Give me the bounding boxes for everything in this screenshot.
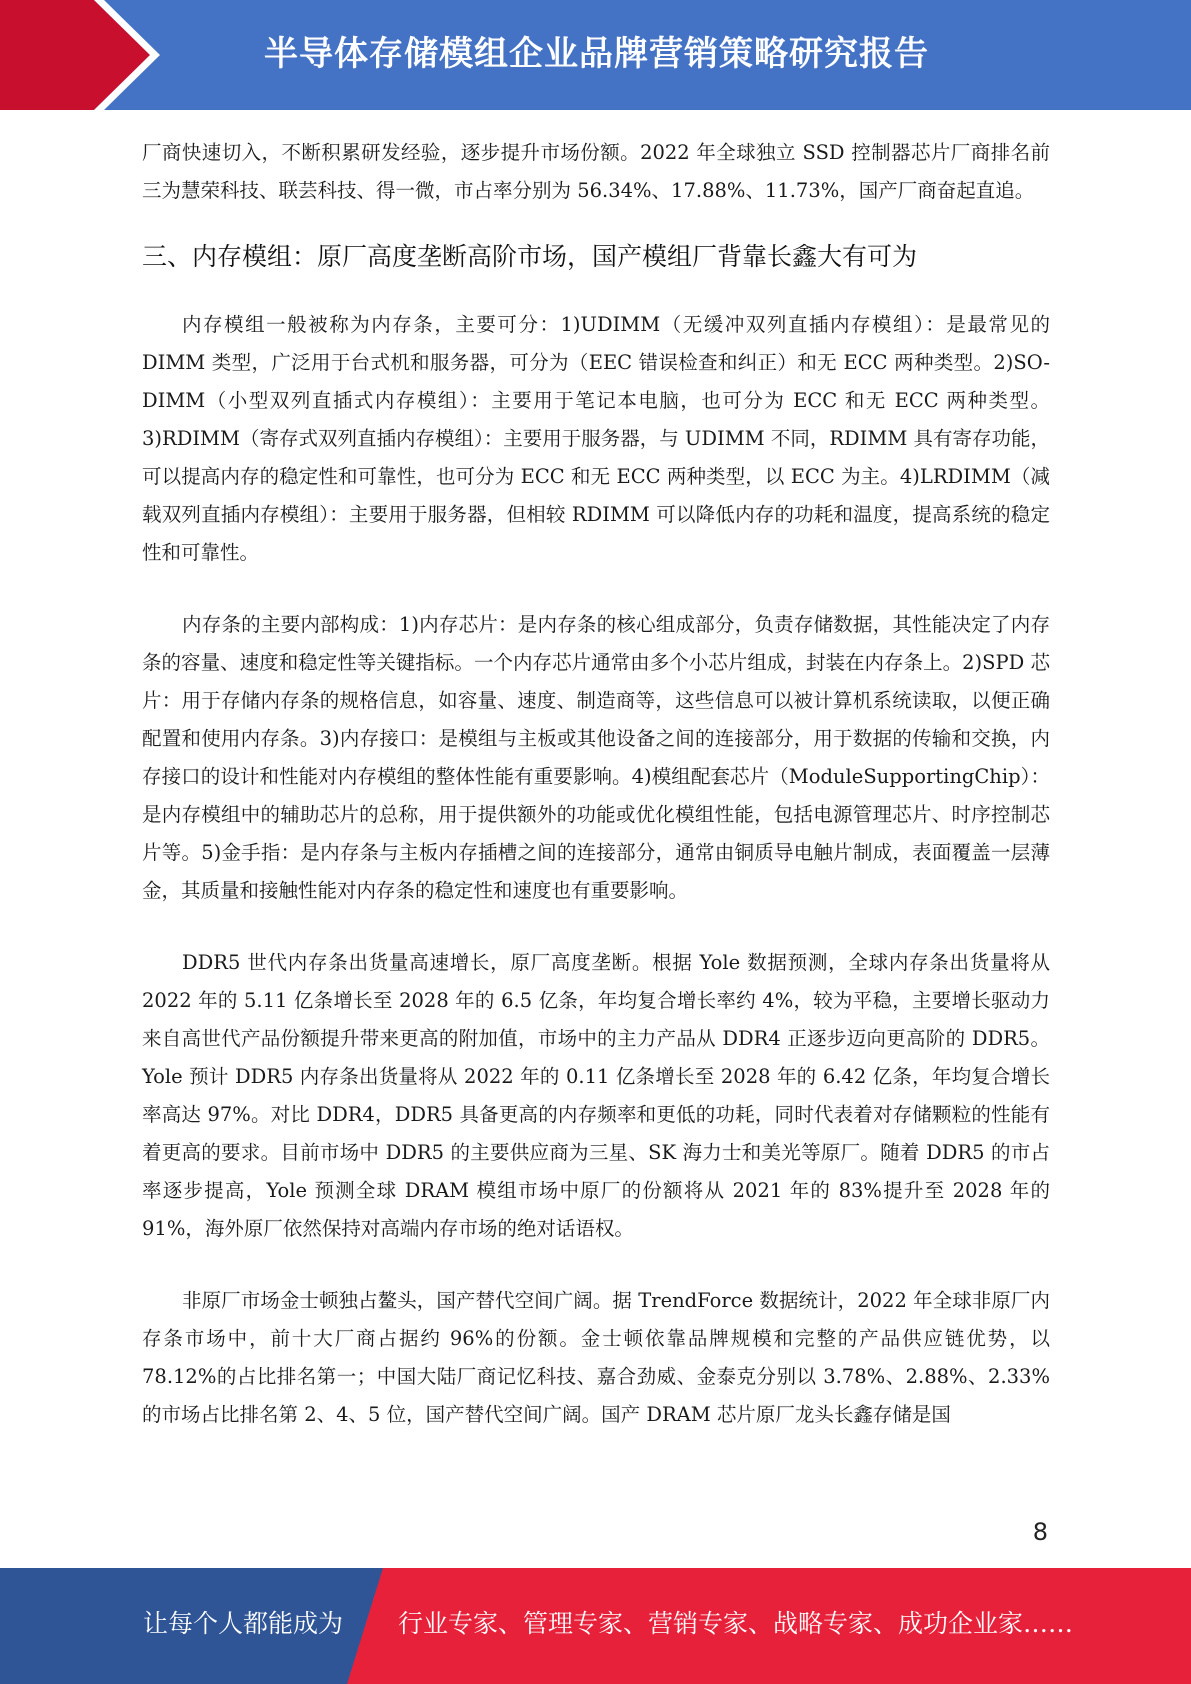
header-arrow-icon: [0, 0, 160, 110]
report-title: 半导体存储模组企业品牌营销策略研究报告: [264, 34, 929, 74]
document-body: [142, 134, 1050, 1434]
paragraph-non-oem-market: 非原厂市场金士顿独占鳌头，国产替代空间广阔。据 TrendForce 数据统计，2022 年全球非原厂内存条市场中，前十大厂商占据约 96%的份额。金士顿依靠品牌规模和完整的产品供应链优势，以 78.12%的占比排名第一；中国大陆厂商记忆科技、嘉合劲威、金泰克分别以 3.78%、2.88%、2.33%的市场占比排名第 2、4、5 位，国产替代空间广阔。国产 DRAM 芯片原厂龙头长鑫存储是国: [142, 1289, 1050, 1426]
paragraph-continued: 厂商快速切入，不断积累研发经验，逐步提升市场份额。2022 年全球独立 SSD 控制器芯片厂商排名前三为慧荣科技、联芸科技、得一微，市占率分别为 56.34%、17.88%、11.73%，国产厂商奋起直追。: [142, 141, 1050, 202]
section-heading: 三、内存模组：原厂高度垄断高阶市场，国产模组厂背靠长鑫大有可为: [142, 242, 918, 271]
footer-slogan-left: 让每个人都能成为: [143, 1609, 344, 1638]
paragraph-module-components: 内存条的主要内部构成：1)内存芯片：是内存条的核心组成部分，负责存储数据，其性能决定了内存条的容量、速度和稳定性等关键指标。一个内存芯片通常由多个小芯片组成，封装在内存条上。2)SPD 芯片：用于存储内存条的规格信息，如容量、速度、制造商等，这些信息可以被计算机系统读取，以便正确配置和使用内存条。3)内存接口：是模组与主板或其他设备之间的连接部分，用于数据的传输和交换，内存接口的设计和性能对内存模组的整体性能有重要影响。4)模组配套芯片（ModuleSupportingChip）：是内存模组中的辅助芯片的总称，用于提供额外的功能或优化模组性能，包括电源管理芯片、时序控制芯片等。5)金手指：是内存条与主板内存插槽之间的连接部分，通常由铜质导电触片制成，表面覆盖一层薄金，其质量和接触性能对内存条的稳定性和速度也有重要影响。: [142, 613, 1050, 902]
page-number: 8: [1032, 1518, 1048, 1546]
footer-slogan-right: 行业专家、管理专家、营销专家、战略专家、成功企业家……: [398, 1609, 1074, 1638]
paragraph-module-types: 内存模组一般被称为内存条，主要可分：1)UDIMM（无缓冲双列直插内存模组）：是最常见的 DIMM 类型，广泛用于台式机和服务器，可分为（EEC 错误检查和纠正）和无 ECC 两种类型。2)SO-DIMM（小型双列直插式内存模组）：主要用于笔记本电脑，也可分为 ECC 和无 ECC 两种类型。3)RDIMM（寄存式双列直插内存模组）：主要用于服务器，与 UDIMM 不同，RDIMM 具有寄存功能，可以提高内存的稳定性和可靠性，也可分为 ECC 和无 ECC 两种类型，以 ECC 为主。4)LRDIMM（减载双列直插内存模组）：主要用于服务器，但相较 RDIMM 可以降低内存的功耗和温度，提高系统的稳定性和可靠性。: [142, 313, 1050, 564]
page-footer: [0, 1568, 1191, 1684]
paragraph-ddr5-growth: DDR5 世代内存条出货量高速增长，原厂高度垄断。根据 Yole 数据预测，全球内存条出货量将从 2022 年的 5.11 亿条增长至 2028 年的 6.5 亿条，年均复合增长率约 4%，较为平稳，主要增长驱动力来自高世代产品份额提升带来更高的附加值，市场中的主力产品从 DDR4 正逐步迈向更高阶的 DDR5。Yole 预计 DDR5 内存条出货量将从 2022 年的 0.11 亿条增长至 2028 年的 6.42 亿条，年均复合增长率高达 97%。对比 DDR4，DDR5 具备更高的内存频率和更低的功耗，同时代表着对存储颗粒的性能有着更高的要求。目前市场中 DDR5 的主要供应商为三星、SK 海力士和美光等原厂。随着 DDR5 的市占率逐步提高，Yole 预测全球 DRAM 模组市场中原厂的份额将从 2021 年的 83%提升至 2028 年的 91%，海外原厂依然保持对高端内存市场的绝对话语权。: [142, 951, 1050, 1240]
page-header: [0, 0, 1191, 110]
